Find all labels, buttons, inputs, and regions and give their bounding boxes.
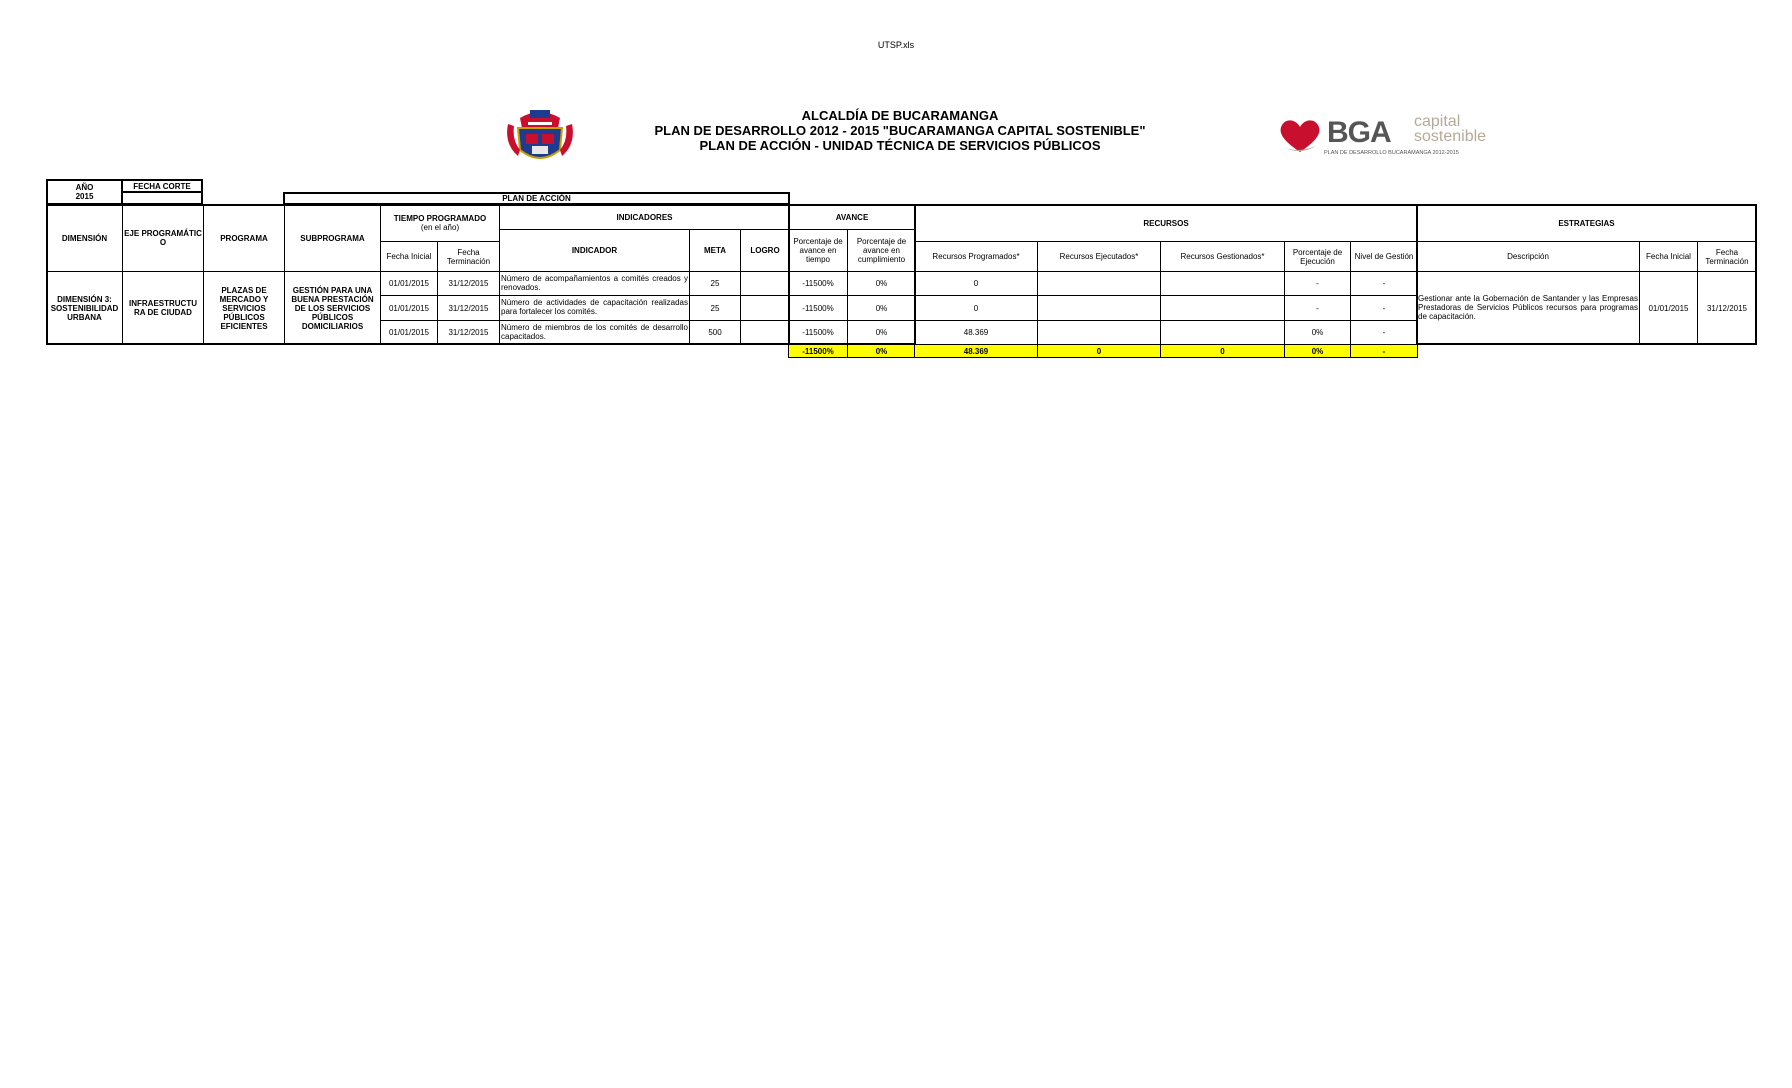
total-nivel-gestion: - bbox=[1350, 344, 1418, 358]
row2-fecha-inicial: 01/01/2015 bbox=[380, 295, 438, 321]
row1-rec-programados: 0 bbox=[914, 271, 1038, 296]
row1-fecha-terminacion: 31/12/2015 bbox=[437, 271, 500, 296]
row1-pct-ejecucion: - bbox=[1284, 271, 1351, 296]
row3-rec-gestionados bbox=[1160, 320, 1285, 345]
col-est-fecha-inicial: Fecha Inicial bbox=[1639, 241, 1698, 272]
col-tiempo-title: TIEMPO PROGRAMADO bbox=[393, 214, 487, 223]
plan-accion-header: PLAN DE ACCIÓN bbox=[283, 192, 790, 205]
estrategia-fecha-terminacion: 31/12/2015 bbox=[1697, 271, 1757, 345]
col-dimension: DIMENSIÓN bbox=[46, 204, 123, 272]
file-name: UTSP.xls bbox=[877, 40, 915, 50]
col-indicador: INDICADOR bbox=[499, 229, 690, 272]
col-programa: PROGRAMA bbox=[203, 204, 285, 272]
row3-nivel-gestion: - bbox=[1350, 320, 1418, 345]
row1-pct-cumplimiento: 0% bbox=[847, 271, 916, 296]
col-indicadores: INDICADORES bbox=[499, 204, 790, 230]
total-pct-tiempo: -11500% bbox=[788, 344, 848, 358]
logo-word: BGA bbox=[1327, 116, 1391, 149]
row2-pct-ejecucion: - bbox=[1284, 295, 1351, 321]
total-pct-cumplimiento: 0% bbox=[847, 344, 916, 358]
col-eje: EJE PROGRAMÁTIC O bbox=[122, 204, 204, 272]
fecha-corte-value bbox=[121, 191, 203, 205]
row2-rec-gestionados bbox=[1160, 295, 1285, 321]
col-estrategias: ESTRATEGIAS bbox=[1416, 204, 1757, 242]
row1-rec-ejecutados bbox=[1037, 271, 1161, 296]
row2-logro bbox=[740, 295, 790, 321]
document-header bbox=[560, 108, 1240, 153]
logo-caption-1: capital bbox=[1414, 113, 1461, 130]
col-recursos: RECURSOS bbox=[914, 204, 1418, 242]
col-rec-gestionados: Recursos Gestionados* bbox=[1160, 241, 1285, 272]
cell-eje: INFRAESTRUCTU RA DE CIUDAD bbox=[122, 271, 204, 345]
estrategia-fecha-inicial: 01/01/2015 bbox=[1639, 271, 1698, 345]
row1-fecha-inicial: 01/01/2015 bbox=[380, 271, 438, 296]
col-fecha-terminacion: Fecha Terminación bbox=[437, 241, 500, 272]
col-avance: AVANCE bbox=[788, 204, 916, 230]
logo-caption-2: sostenible bbox=[1414, 128, 1487, 145]
col-pct-cumplimiento: Porcentaje de avance en cumplimiento bbox=[847, 229, 916, 272]
anio-cell bbox=[46, 179, 123, 205]
cell-programa: PLAZAS DE MERCADO Y SERVICIOS PÚBLICOS EFICIENTES bbox=[203, 271, 285, 345]
col-meta: META bbox=[689, 229, 741, 272]
row3-rec-ejecutados bbox=[1037, 320, 1161, 345]
col-est-fecha-terminacion: Fecha Terminación bbox=[1697, 241, 1757, 272]
col-tiempo-sub: (en el año) bbox=[420, 223, 460, 232]
logo-caption bbox=[1414, 114, 1486, 144]
row1-indicador: Número de acompañamientos a comités creados y renovados. bbox=[499, 271, 690, 296]
logo-plan: PLAN DE DESARROLLO BUCARAMANGA 2012-2015 bbox=[1324, 150, 1459, 156]
row2-meta: 25 bbox=[689, 295, 741, 321]
col-rec-programados: Recursos Programados* bbox=[914, 241, 1038, 272]
row3-logro bbox=[740, 320, 790, 345]
row2-indicador: Número de actividades de capacitación realizadas para fortalecer los comités. bbox=[499, 295, 690, 321]
row3-pct-ejecucion: 0% bbox=[1284, 320, 1351, 345]
total-pct-ejecucion: 0% bbox=[1284, 344, 1351, 358]
row1-pct-tiempo: -11500% bbox=[788, 271, 848, 296]
row3-fecha-inicial: 01/01/2015 bbox=[380, 320, 438, 345]
col-logro: LOGRO bbox=[740, 229, 790, 272]
estrategia-descripcion: Gestionar ante la Gobernación de Santander y las Empresas Prestadoras de Servicios Públicos recursos para programas de capacitación. bbox=[1416, 271, 1640, 345]
col-pct-tiempo: Porcentaje de avance en tiempo bbox=[788, 229, 848, 272]
cell-subprograma: GESTIÓN PARA UNA BUENA PRESTACIÓN DE LOS SERVICIOS PÚBLICOS DOMICILIARIOS bbox=[284, 271, 381, 345]
total-rec-programados: 48.369 bbox=[914, 344, 1038, 358]
row3-fecha-terminacion: 31/12/2015 bbox=[437, 320, 500, 345]
row2-pct-cumplimiento: 0% bbox=[847, 295, 916, 321]
row1-rec-gestionados bbox=[1160, 271, 1285, 296]
row1-nivel-gestion: - bbox=[1350, 271, 1418, 296]
col-pct-ejecucion: Porcentaje de Ejecución bbox=[1284, 241, 1351, 272]
cell-dimension: DIMENSIÓN 3: SOSTENIBILIDAD URBANA bbox=[46, 271, 123, 345]
col-tiempo bbox=[380, 204, 500, 242]
col-nivel-gestion: Nivel de Gestión bbox=[1350, 241, 1418, 272]
row3-pct-cumplimiento: 0% bbox=[847, 320, 916, 345]
col-rec-ejecutados: Recursos Ejecutados* bbox=[1037, 241, 1161, 272]
row2-pct-tiempo: -11500% bbox=[788, 295, 848, 321]
header-line-1: ALCALDÍA DE BUCARAMANGA bbox=[801, 108, 999, 123]
heart-logo-icon bbox=[1276, 116, 1324, 156]
row2-fecha-terminacion: 31/12/2015 bbox=[437, 295, 500, 321]
row2-nivel-gestion: - bbox=[1350, 295, 1418, 321]
total-rec-gestionados: 0 bbox=[1160, 344, 1285, 358]
row2-rec-programados: 0 bbox=[914, 295, 1038, 321]
row3-pct-tiempo: -11500% bbox=[788, 320, 848, 345]
anio-value: 2015 bbox=[75, 192, 94, 201]
total-rec-ejecutados: 0 bbox=[1037, 344, 1161, 358]
bga-logo bbox=[1272, 112, 1502, 162]
row3-meta: 500 bbox=[689, 320, 741, 345]
row1-logro bbox=[740, 271, 790, 296]
col-descripcion: Descripción bbox=[1416, 241, 1640, 272]
fecha-corte-label: FECHA CORTE bbox=[121, 179, 203, 193]
row2-rec-ejecutados bbox=[1037, 295, 1161, 321]
anio-label: AÑO bbox=[75, 183, 94, 192]
header-line-2: PLAN DE DESARROLLO 2012 - 2015 "BUCARAMANGA CAPITAL SOSTENIBLE" bbox=[654, 123, 1146, 138]
row3-rec-programados: 48.369 bbox=[914, 320, 1038, 345]
header-line-3: PLAN DE ACCIÓN - UNIDAD TÉCNICA DE SERVICIOS PÚBLICOS bbox=[699, 138, 1101, 153]
row1-meta: 25 bbox=[689, 271, 741, 296]
col-subprograma: SUBPROGRAMA bbox=[284, 204, 381, 272]
row3-indicador: Número de miembros de los comités de desarrollo capacitados. bbox=[499, 320, 690, 345]
col-fecha-inicial: Fecha Inicial bbox=[380, 241, 438, 272]
